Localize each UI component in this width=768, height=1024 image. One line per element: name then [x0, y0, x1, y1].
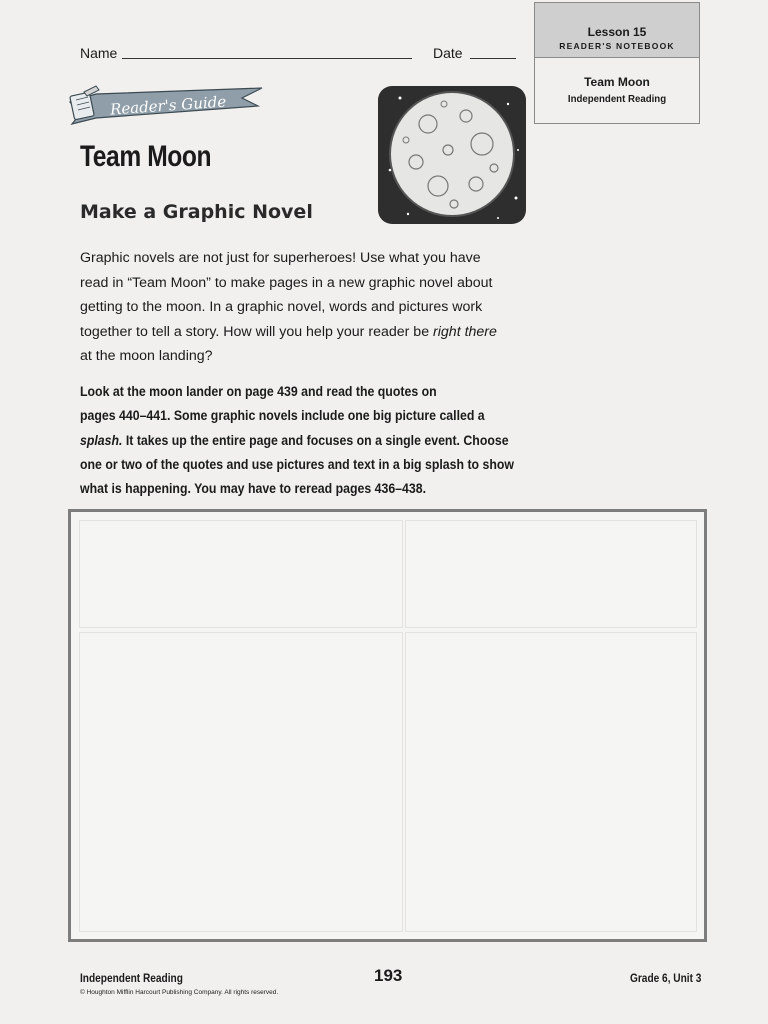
instruction-line: Look at the moon lander on page 439 and read the quotes on [80, 383, 437, 399]
intro-line: Graphic novels are not just for superheroes! Use what you have [80, 250, 481, 266]
bleed-through-panel [405, 632, 697, 932]
lesson-box [534, 2, 700, 58]
bleed-through-panel [79, 632, 403, 932]
activity-subtitle: Make a Graphic Novel [80, 201, 313, 223]
footer-section-label: Independent Reading [80, 973, 183, 985]
name-field[interactable] [122, 58, 412, 59]
date-field[interactable] [470, 58, 516, 59]
emphasis-text: right there [433, 323, 497, 340]
instructions-paragraph [80, 379, 600, 500]
intro-text: together to tell a story. How will you help your reader be [80, 323, 434, 340]
instruction-text: It takes up the entire page and focuses on a single event. Choose [122, 431, 509, 448]
intro-line: at the moon landing? [80, 348, 213, 364]
grade-unit-label: Grade 6, Unit 3 [630, 973, 702, 985]
banner-text: Reader's Guide [109, 92, 227, 119]
instruction-line [80, 428, 538, 452]
instruction-line: what is happening. You may have to reread pages 436–438. [80, 480, 427, 497]
bleed-through-panel [79, 520, 403, 628]
lesson-info [534, 58, 700, 124]
name-label: Name [80, 45, 118, 61]
copyright-notice: © Houghton Mifflin Harcourt Publishing Company. All rights reserved. [80, 989, 279, 996]
page-number: 193 [374, 966, 403, 985]
instruction-line: pages 440–441. Some graphic novels include one big picture called a [80, 407, 485, 424]
intro-line: getting to the moon. In a graphic novel, words and pictures work [80, 299, 483, 315]
bleed-through-panel [405, 520, 697, 628]
moon-icon [378, 80, 526, 228]
lesson-number: Lesson 15 [587, 25, 647, 39]
splash-drawing-area[interactable] [68, 509, 707, 942]
readers-guide-banner [66, 80, 266, 130]
story-title-label: Team Moon [584, 75, 650, 89]
page-title: Team Moon [80, 140, 212, 173]
instruction-line: one or two of the quotes and use pictures and text in a big splash to show [80, 455, 514, 472]
intro-line: read in “Team Moon” to make pages in a new graphic novel about [80, 274, 493, 291]
reading-type-label: Independent Reading [567, 93, 667, 105]
notebook-label: READER'S NOTEBOOK [559, 41, 675, 51]
date-label: Date [433, 45, 463, 61]
intro-line [80, 320, 580, 345]
intro-paragraph [80, 246, 580, 369]
emphasis-text: splash. [80, 431, 123, 448]
